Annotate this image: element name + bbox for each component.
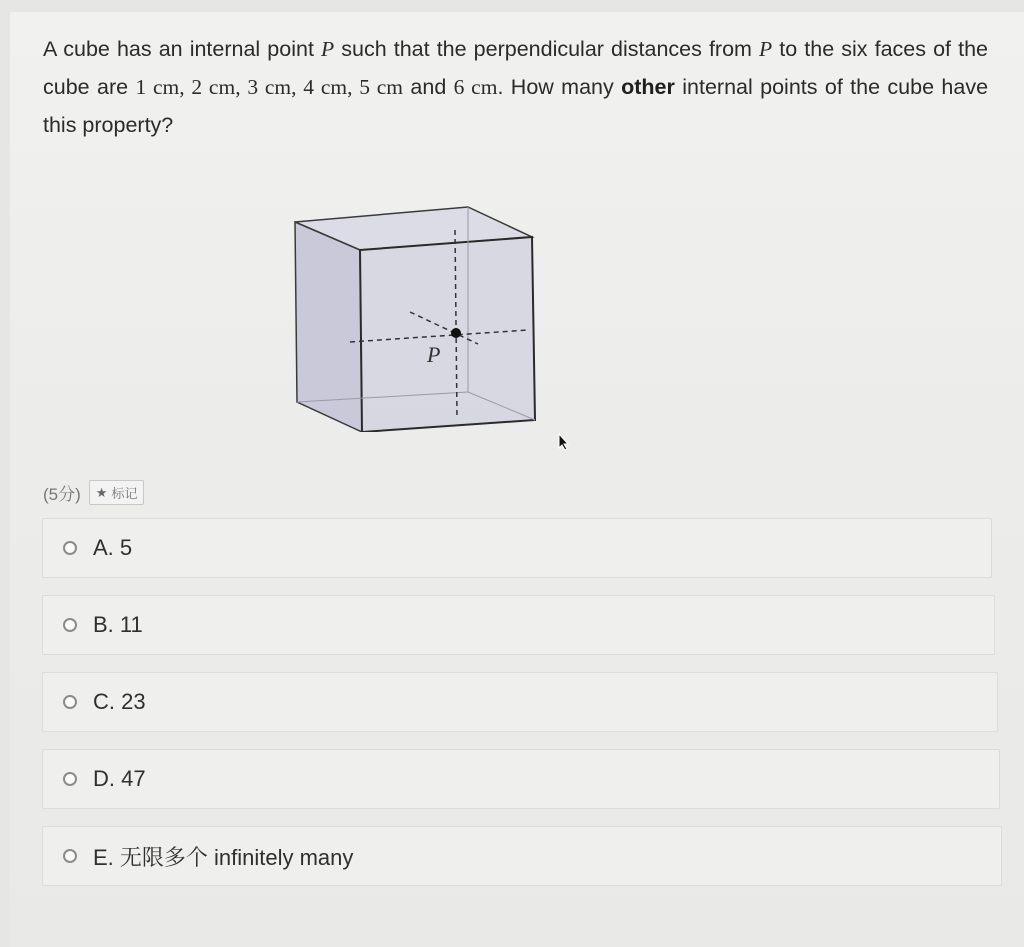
- option-a[interactable]: [42, 518, 992, 578]
- radio-button[interactable]: [63, 618, 77, 632]
- cube-front-face: [360, 237, 535, 432]
- option-b[interactable]: [42, 595, 995, 655]
- separator: ,: [347, 75, 360, 99]
- question-emphasis: other: [621, 75, 675, 99]
- distance-value: 4 cm: [303, 75, 348, 99]
- option-e[interactable]: [42, 826, 1002, 886]
- score-label: (5分): [43, 485, 81, 504]
- radio-button[interactable]: [63, 849, 77, 863]
- distance-value: 5 cm: [359, 75, 404, 99]
- separator: ,: [235, 75, 248, 99]
- distance-value: 3 cm: [247, 75, 292, 99]
- star-icon: ★: [95, 484, 108, 500]
- option-c[interactable]: [42, 672, 998, 732]
- radio-button[interactable]: [63, 695, 77, 709]
- question-seg: such that the perpendicular distances from: [334, 37, 760, 61]
- mouse-cursor-icon: [558, 433, 570, 456]
- question-meta: [43, 480, 144, 505]
- distance-value: 2 cm: [191, 75, 236, 99]
- quiz-page: [10, 12, 1024, 947]
- point-p: [451, 328, 461, 338]
- option-label: A. 5: [93, 535, 133, 560]
- question-seg: to the six faces of the cube are: [43, 37, 988, 99]
- distance-value: 1 cm: [135, 75, 180, 99]
- radio-button[interactable]: [63, 772, 77, 786]
- mark-button[interactable]: [89, 480, 145, 505]
- option-d[interactable]: [42, 749, 1000, 809]
- distance-value: 6 cm: [453, 75, 498, 99]
- option-label: B. 11: [93, 612, 143, 637]
- point-p-label: P: [427, 342, 441, 367]
- question-var-p: P: [321, 37, 335, 61]
- radio-button[interactable]: [63, 541, 77, 555]
- question-seg: internal points of the cube have this property?: [43, 75, 989, 137]
- question-text: [43, 30, 988, 144]
- option-label: C. 23: [93, 689, 146, 714]
- option-label: E. 无限多个 infinitely many: [93, 844, 354, 870]
- question-seg: A cube has an internal point: [43, 37, 322, 61]
- separator: ,: [179, 75, 192, 99]
- option-label: D. 47: [93, 766, 146, 791]
- cube-figure: [290, 192, 560, 432]
- question-var-p: P: [759, 37, 773, 61]
- question-seg: . How many: [497, 75, 622, 99]
- separator: ,: [291, 75, 304, 99]
- question-seg: and: [403, 75, 454, 99]
- mark-label: 标记: [111, 486, 138, 501]
